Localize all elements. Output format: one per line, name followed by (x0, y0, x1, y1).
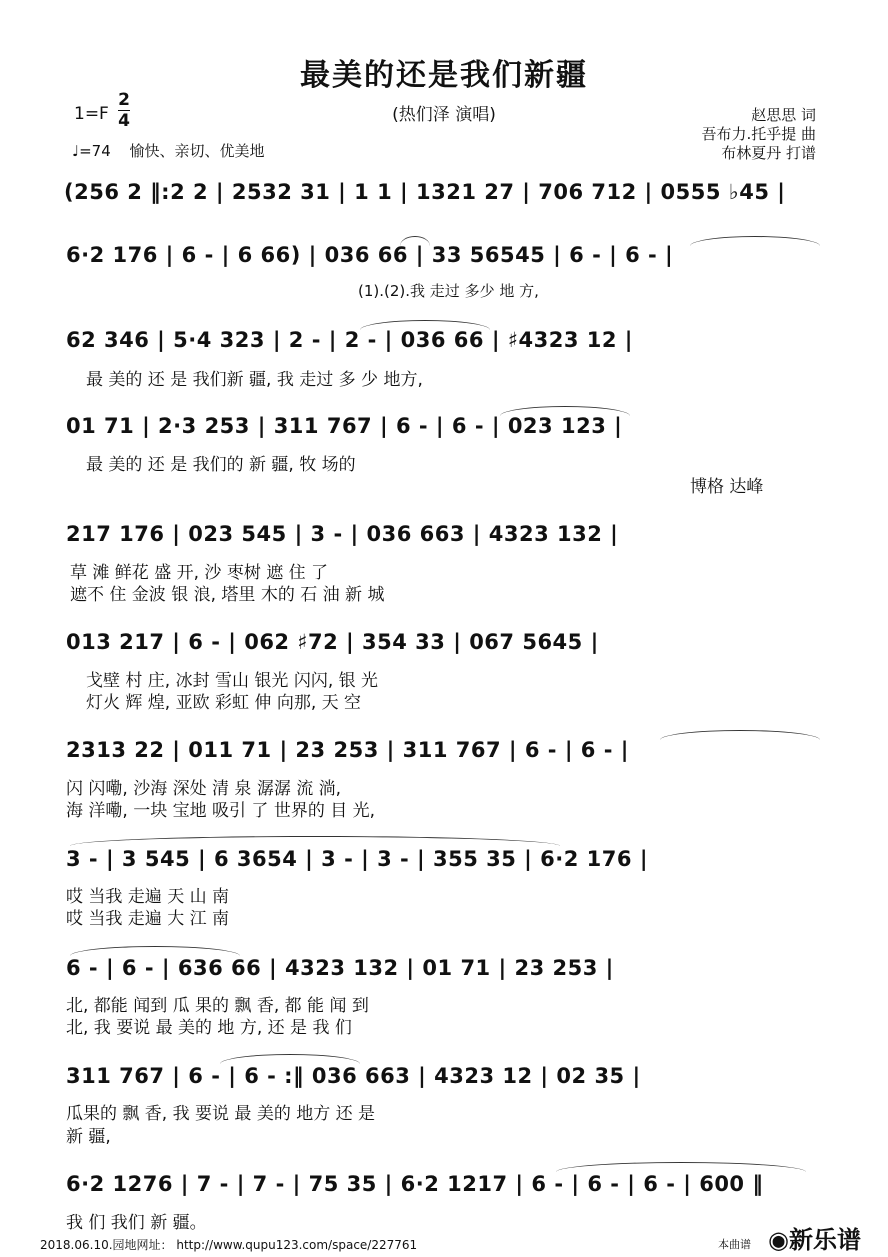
system-6-lyrics-2: 灯火 辉 煌, 亚欧 彩虹 伸 向那, 天 空 (86, 693, 362, 713)
system-8-notes: 3 - | 3 545 | 6 3654 | 3 - | 3 - | 355 35 | 6·2 176 | (66, 847, 648, 871)
system-10-notes: 311 767 | 6 - | 6 - :‖ 036 663 | 4323 12 | 02 35 | (66, 1064, 641, 1088)
system-5-lyrics-1: 草 滩 鲜花 盛 开, 沙 枣树 遮 住 了 (70, 563, 329, 583)
slur (660, 730, 820, 740)
slur (400, 236, 430, 246)
key-signature: 1=F (74, 104, 109, 124)
system-3-notes: 62 346 | 5·4 323 | 2 - | 2 - | 036 66 | ♯4323 12 | (66, 328, 633, 352)
system-4-lyrics-2: 博格 达峰 (690, 477, 764, 497)
system-7-notes: 2313 22 | 011 71 | 23 253 | 311 767 | 6 - | 6 - | (66, 738, 629, 762)
system-2-notes: 6·2 176 | 6 - | 6 66) | 036 66 | 33 56545 | 6 - | 6 - | (66, 243, 674, 267)
system-8-lyrics-1: 哎 当我 走遍 天 山 南 (66, 887, 230, 907)
composer: 吾布力.托乎提 曲 (701, 125, 816, 143)
slur (556, 1162, 806, 1172)
system-10-lyrics-1: 瓜果的 飘 香, 我 要说 最 美的 地方 还 是 (66, 1104, 376, 1124)
system-3-lyrics-1: 最 美的 还 是 我们新 疆, 我 走过 多 少 地方, (86, 370, 423, 390)
slur (70, 836, 560, 846)
system-6-notes: 013 217 | 6 - | 062 ♯72 | 354 33 | 067 5645 | (66, 630, 599, 654)
system-11-notes: 6·2 1276 | 7 - | 7 - | 75 35 | 6·2 1217 | 6 - | 6 - | 6 - | 600 ‖ (66, 1172, 764, 1196)
system-4-notes: 01 71 | 2·3 253 | 311 767 | 6 - | 6 - | 023 123 | (66, 414, 623, 438)
lyricist: 赵思思 词 (751, 106, 816, 124)
page-title: 最美的还是我们新疆 (300, 58, 588, 93)
brand-caption: 本曲谱 (718, 1238, 751, 1251)
system-1-notes: (256 2 ‖:2 2 | 2532 31 | 1 1 | 1321 27 | 706 712 | 0555 ♭45 | (64, 180, 786, 204)
system-10-lyrics-2: 新 疆, (66, 1127, 111, 1147)
system-11-lyrics-1: 我 们 我们 新 疆。 (66, 1213, 207, 1233)
system-2-lyrics-1: (1).(2).我 走过 多少 地 方, (358, 282, 539, 300)
system-9-notes: 6 - | 6 - | 636 66 | 4323 132 | 01 71 | 23 253 | (66, 956, 614, 980)
slur (690, 236, 820, 246)
system-9-lyrics-2: 北, 我 要说 最 美的 地 方, 还 是 我 们 (66, 1018, 352, 1038)
transcriber: 布林夏丹 打谱 (721, 144, 816, 162)
slur (500, 406, 630, 416)
system-5-notes: 217 176 | 023 545 | 3 - | 036 663 | 4323 132 | (66, 522, 619, 546)
mood-text: 愉快、亲切、优美地 (129, 142, 265, 160)
system-7-lyrics-1: 闪 闪嘞, 沙海 深处 清 泉 潺潺 流 淌, (66, 779, 342, 799)
system-7-lyrics-2: 海 洋嘞, 一块 宝地 吸引 了 世界的 目 光, (66, 801, 376, 821)
music-disc-icon: ◉ (768, 1226, 789, 1254)
time-signature: 2 4 (118, 90, 130, 131)
slur (360, 320, 490, 330)
tempo-marking: ♩=74 愉快、亲切、优美地 (72, 142, 265, 160)
system-5-lyrics-2: 遮不 住 金波 银 浪, 塔里 木的 石 油 新 城 (70, 585, 385, 605)
singer-note: (热们泽 演唱) (392, 105, 496, 125)
footer-url: 2018.06.10.园地网址： http://www.qupu123.com/space/227761 (40, 1238, 418, 1252)
slur (70, 946, 240, 956)
system-6-lyrics-1: 戈壁 村 庄, 冰封 雪山 银光 闪闪, 银 光 (86, 671, 379, 691)
system-9-lyrics-1: 北, 都能 闻到 瓜 果的 飘 香, 都 能 闻 到 (66, 996, 369, 1016)
brand-logo: ◉新乐谱 (768, 1226, 861, 1254)
system-4-lyrics-1: 最 美的 还 是 我们的 新 疆, 牧 场的 (86, 455, 356, 475)
slur (220, 1054, 360, 1064)
system-8-lyrics-2: 哎 当我 走遍 大 江 南 (66, 909, 230, 929)
quarter-note-icon: ♩ (72, 142, 80, 160)
